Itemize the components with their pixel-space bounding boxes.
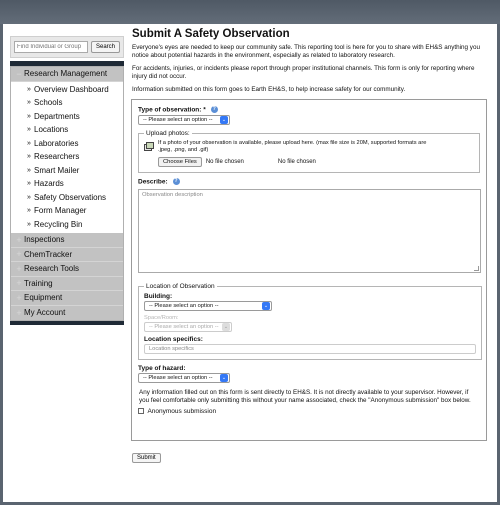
expand-icon: + — [16, 292, 22, 303]
observation-form — [131, 99, 487, 441]
sidebar-subitem-hazards[interactable] — [11, 177, 123, 191]
sidebar-subitem-smart-mailer[interactable] — [11, 164, 123, 178]
bullet-icon: » — [27, 193, 31, 201]
sidebar-subitem-recycling-bin[interactable] — [11, 218, 123, 232]
sidebar-subitem-form-manager[interactable] — [11, 204, 123, 218]
sidebar-subitem-schools[interactable] — [11, 96, 123, 110]
description-placeholder: Observation description — [142, 191, 203, 198]
help-icon[interactable]: ? — [212, 106, 216, 112]
chevron-down-icon: ⌄ — [221, 374, 227, 381]
bullet-icon: » — [27, 99, 31, 107]
expand-icon: + — [16, 234, 22, 245]
observation-type-select[interactable] — [138, 115, 230, 125]
sidebar-item-label: Research Management — [24, 69, 108, 79]
location-fieldset — [138, 283, 482, 360]
research-submenu — [11, 82, 123, 234]
description-textarea[interactable] — [138, 189, 481, 273]
page — [3, 24, 497, 502]
intro-text: Everyone's eyes are needed to keep our community safe. This reporting tool is here for you to share with EH&S anything you notice about potential hazards in the environment, especially as related to laboratory research. — [132, 44, 480, 59]
sidebar-subitem-label: Departments — [34, 111, 80, 121]
sidebar-item-my-account[interactable] — [11, 306, 123, 321]
type-of-hazard-label: Type of hazard: — [138, 364, 186, 372]
location-specifics-input[interactable] — [144, 344, 476, 354]
page-title: Submit A Safety Observation — [132, 28, 290, 40]
top-bar — [0, 0, 500, 24]
search-input[interactable] — [14, 41, 88, 53]
no-file-status: No file chosen — [205, 159, 244, 166]
sidebar-subitem-safety-observations[interactable] — [11, 191, 123, 205]
sidebar-item-research-management[interactable] — [11, 67, 123, 82]
sidebar-item-label: Inspections — [24, 235, 65, 245]
sidebar-subitem-label: Form Manager — [34, 206, 87, 216]
main-content — [131, 28, 487, 441]
expand-icon: + — [16, 249, 22, 260]
search-button[interactable]: Search — [91, 41, 120, 53]
select-value: -- Please select an option -- — [149, 302, 219, 309]
location-specifics-placeholder: Location specifics — [149, 345, 194, 352]
sidebar-subitem-label: Safety Observations — [34, 192, 107, 202]
upload-formats: .jpeg, .png, and .gif) — [158, 147, 209, 154]
sidebar-menu — [10, 66, 124, 321]
bullet-icon: » — [27, 126, 31, 134]
select-value: -- Please select an option -- — [143, 374, 213, 381]
sidebar-item-label: Equipment — [24, 293, 63, 303]
location-legend: Location of Observation — [146, 282, 215, 290]
sidebar-subitem-label: Schools — [34, 98, 63, 108]
select-value: -- Please select an option -- — [149, 323, 219, 330]
building-label: Building: — [144, 292, 173, 300]
chevron-down-icon: ⌄ — [223, 323, 229, 330]
search-box — [10, 36, 124, 58]
sidebar-subitem-label: Laboratories — [34, 138, 79, 148]
sidebar-item-label: Training — [24, 278, 53, 288]
no-file-status-secondary: No file chosen — [277, 159, 316, 166]
bullet-icon: » — [27, 85, 31, 93]
sidebar-subitem-overview-dashboard[interactable] — [11, 83, 123, 97]
upload-photos-fieldset — [138, 130, 480, 173]
sidebar-subitem-label: Recycling Bin — [34, 219, 83, 229]
bullet-icon: » — [27, 166, 31, 174]
hazard-type-select[interactable] — [138, 373, 230, 383]
upload-photos-legend: Upload photos: — [146, 130, 190, 138]
sidebar-item-label: ChemTracker — [24, 249, 73, 259]
chevron-down-icon: ⌄ — [221, 117, 227, 124]
anonymous-label: Anonymous submission — [147, 407, 217, 415]
space-room-select[interactable] — [144, 322, 232, 332]
sidebar-subitem-researchers[interactable] — [11, 150, 123, 164]
help-icon[interactable]: ? — [174, 178, 178, 185]
photos-icon — [144, 142, 154, 152]
type-of-observation-label: Type of observation: * — [138, 106, 206, 114]
expand-icon: + — [16, 307, 22, 318]
location-specifics-label: Location specifics: — [144, 335, 203, 343]
submit-button[interactable]: Submit — [132, 453, 161, 463]
sidebar-item-label: My Account — [24, 308, 66, 318]
sidebar-item-chemtracker[interactable] — [11, 248, 123, 263]
sidebar-item-research-tools[interactable] — [11, 262, 123, 277]
choose-files-button[interactable]: Choose Files — [158, 157, 202, 167]
anonymous-checkbox[interactable] — [138, 408, 144, 414]
sidebar-item-equipment[interactable] — [11, 291, 123, 306]
expand-icon: + — [16, 263, 22, 274]
collapse-icon: − — [16, 68, 22, 79]
sidebar — [10, 36, 124, 325]
sidebar-item-inspections[interactable] — [11, 233, 123, 248]
bullet-icon: » — [27, 139, 31, 147]
expand-icon: + — [16, 278, 22, 289]
sidebar-subitem-label: Overview Dashboard — [34, 84, 109, 94]
building-select[interactable] — [144, 301, 272, 311]
sidebar-subitem-label: Smart Mailer — [34, 165, 80, 175]
accidents-note: For accidents, injuries, or incidents please report through proper institutional channels. This form is only for reporting where injury did not occur. — [132, 65, 475, 80]
upload-instructions: If a photo of your observation is available, please upload here. (max file size is 20M, supported formats are — [158, 140, 427, 147]
bullet-icon: » — [27, 207, 31, 215]
sidebar-subitem-departments[interactable] — [11, 110, 123, 124]
sidebar-subitem-label: Hazards — [34, 179, 64, 189]
sidebar-item-label: Research Tools — [24, 264, 79, 274]
sidebar-subitem-label: Locations — [34, 125, 69, 135]
sidebar-item-training[interactable] — [11, 277, 123, 292]
describe-label: Describe: — [138, 178, 168, 186]
sidebar-subitem-locations[interactable] — [11, 123, 123, 137]
bullet-icon: » — [27, 220, 31, 228]
anonymous-note: Any information filled out on this form is sent directly to EH&S. It is not directly available to your supervisor. However, if you feel comfortable only submitting this without your name associated, check the "Anonymous submission" box below. — [139, 388, 471, 404]
chevron-down-icon: ⌄ — [263, 302, 269, 309]
select-value: -- Please select an option -- — [143, 117, 213, 124]
bullet-icon: » — [27, 112, 31, 120]
sidebar-footer-bar — [10, 321, 124, 325]
resize-handle-icon[interactable] — [474, 266, 479, 271]
info-note: Information submitted on this form goes to Earth EH&S, to help increase safety for our community. — [132, 86, 406, 93]
space-room-label: Space/Room: — [144, 314, 179, 321]
sidebar-subitem-label: Researchers — [34, 152, 80, 162]
sidebar-subitem-laboratories[interactable] — [11, 137, 123, 151]
bullet-icon: » — [27, 153, 31, 161]
bullet-icon: » — [27, 180, 31, 188]
